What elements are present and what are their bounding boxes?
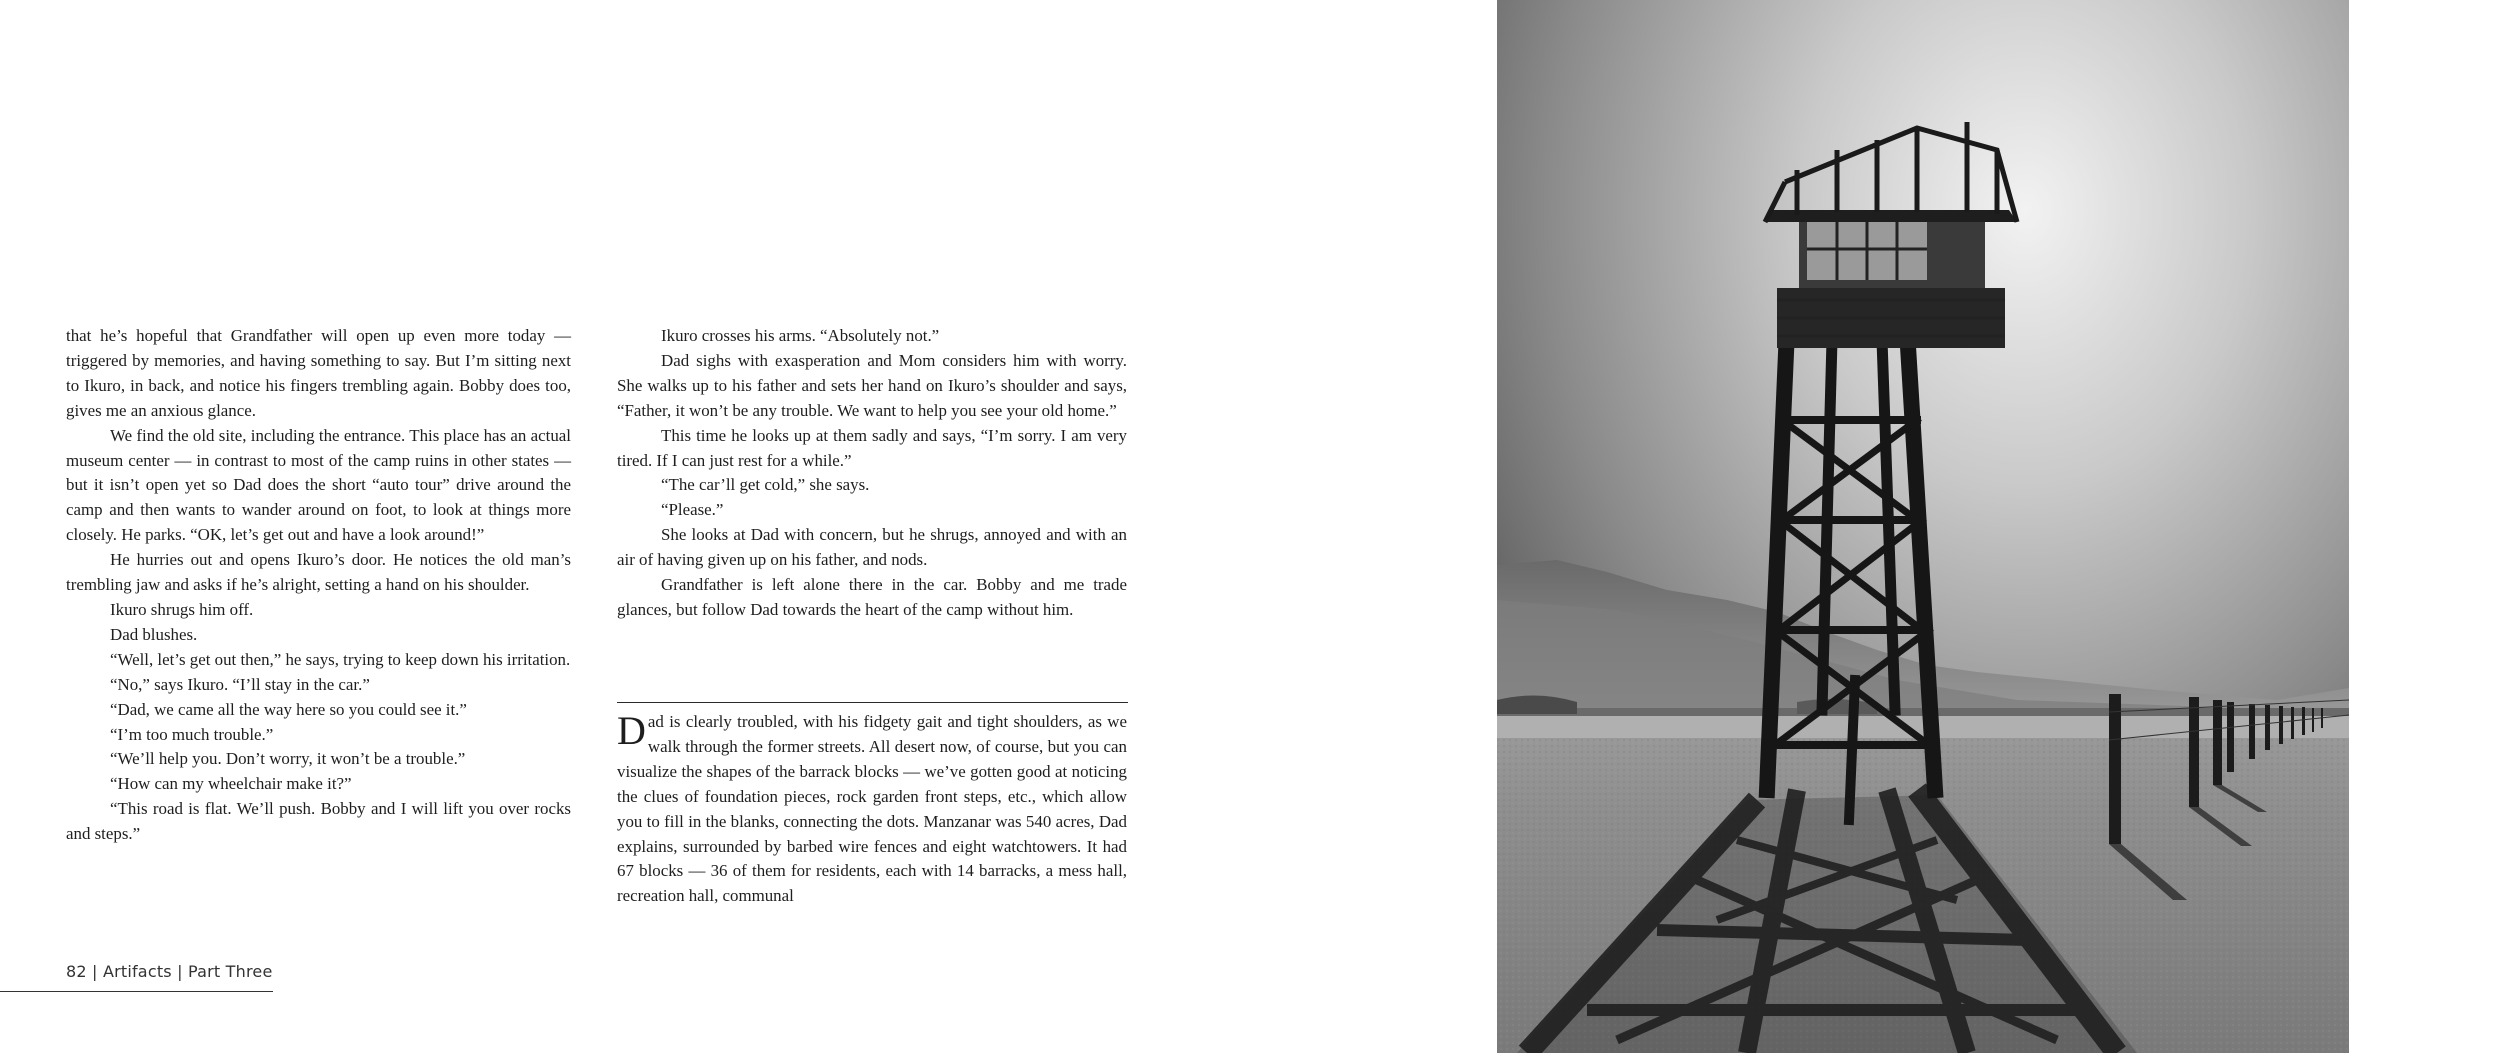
section-two-body: ad is clearly troubled, with his fidgety gait and tight shoulders, as we walk through the former streets. All desert now, of course, but you can visualize the shapes of the barrack blocks — we’ve gotten good at noticing the clues of foundation pieces, rock garden front steps, etc., which allow you to fill in the blanks, connecting the dots. Manzanar was 540 acres, Dad explains, surrounded by barbed wire fences and eight watchtowers. It had 67 blocks — 36 of them for residents, each with 14 barracks, a mess hall, recreation hall, communal <box>617 712 1127 906</box>
drop-cap: D <box>617 708 646 753</box>
paragraph: Ikuro crosses his arms. “Absolutely not.” <box>661 326 940 345</box>
section-two-paragraph <box>617 710 1127 909</box>
paragraph: “This road is flat. We’ll push. Bobby and I will lift you over rocks and steps.” <box>66 799 571 844</box>
paragraph: “Please.” <box>661 500 724 520</box>
footer-separator: | <box>86 962 103 981</box>
paragraph: Grandfather is left alone there in the car. Bobby and me trade glances, but follow Dad towards the heart of the camp without him. <box>617 575 1127 619</box>
part-label: Part Three <box>188 962 273 981</box>
page-footer <box>66 962 273 981</box>
paragraph: “I’m too much trouble.” <box>110 724 274 744</box>
paragraph: This time he looks up at them sadly and says, “I’m sorry. I am very tired. If I can just rest for a while.” <box>617 425 1127 470</box>
paragraph: “Dad, we came all the way here so you could see it.” <box>110 699 467 719</box>
section-divider <box>617 702 1128 703</box>
paragraph: Ikuro shrugs him off. <box>110 599 254 619</box>
footer-separator: | <box>171 962 188 981</box>
paragraph: “No,” says Ikuro. “I’ll stay in the car.” <box>110 674 370 694</box>
paragraph: He hurries out and opens Ikuro’s door. He notices the old man’s trembling jaw and asks if he’s alright, setting a hand on his shoulder. <box>66 550 571 595</box>
watchtower-photo <box>1497 0 2349 1053</box>
paragraph: “How can my wheelchair make it?” <box>110 774 352 794</box>
paragraph: “The car’ll get cold,” she says. <box>661 475 870 495</box>
page-number: 82 <box>66 962 87 981</box>
section-two-text <box>617 710 1127 909</box>
footer-rule <box>0 991 273 992</box>
paragraph: “We’ll help you. Don’t worry, it won’t be a trouble.” <box>110 749 466 769</box>
paragraph: She looks at Dad with concern, but he shrugs, annoyed and with an air of having given up on his father, and nods. <box>617 525 1127 570</box>
paragraph: We find the old site, including the entrance. This place has an actual museum center — in contrast to most of the camp ruins in other states — but it isn’t open yet so Dad does the short “auto tour” drive around the camp and then wants to wander around on foot, to look at things more closely. He parks. “OK, let’s get out and have a look around!” <box>66 425 571 545</box>
left-text-column <box>66 324 571 847</box>
paragraph: “Well, let’s get out then,” he says, trying to keep down his irritation. <box>110 649 571 669</box>
right-text-column <box>617 324 1127 623</box>
paragraph: Dad blushes. <box>110 624 198 644</box>
paragraph: Dad sighs with exasperation and Mom considers him with worry. She walks up to his father and sets her hand on Ikuro’s shoulder and says, “Father, it won’t be any trouble. We want to help you see your old home.” <box>617 350 1127 420</box>
book-title: Artifacts <box>102 962 172 981</box>
paragraph: that he’s hopeful that Grandfather will open up even more today — triggered by memories, and having something to say. But I’m sitting next to Ikuro, in back, and notice his fingers trembling again. Bobby does too, gives me an anxious glance. <box>66 326 571 420</box>
